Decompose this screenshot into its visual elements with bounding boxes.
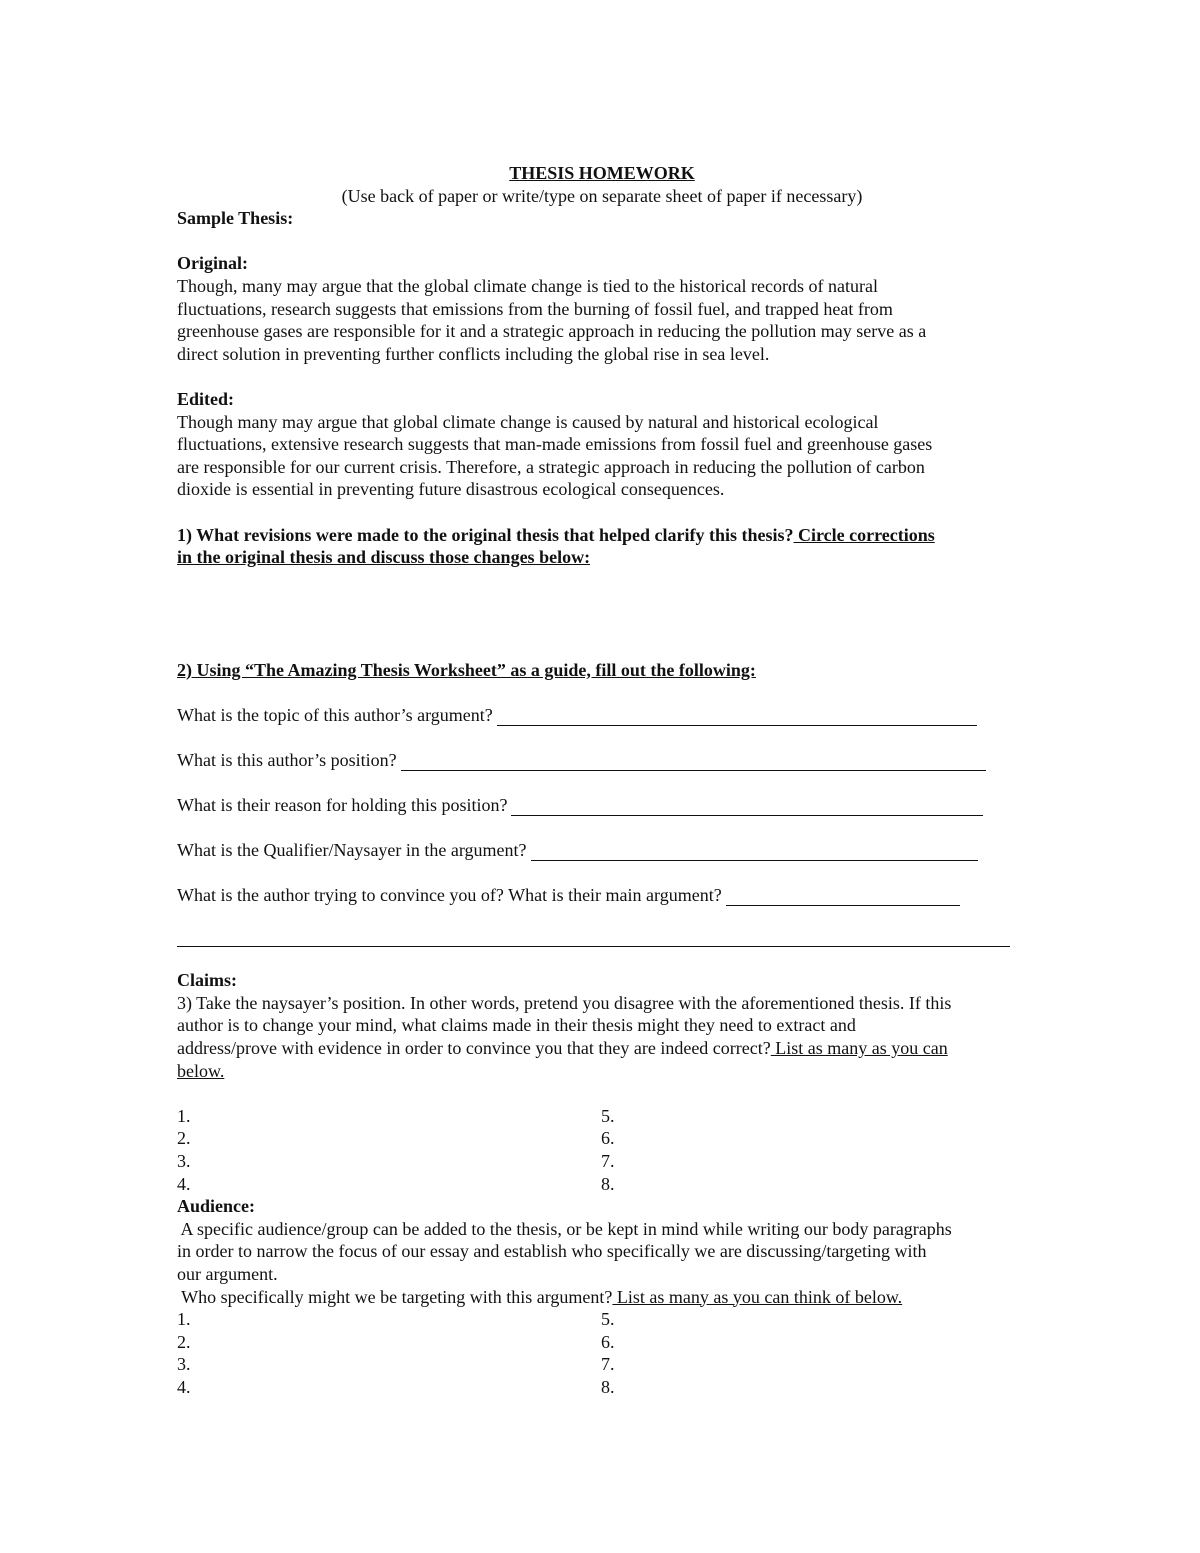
- reason-row: [177, 794, 1027, 817]
- claims-line: address/prove with evidence in order to convince you that they are indeed correct?: [177, 1037, 771, 1058]
- list-item[interactable]: 4.: [177, 1376, 191, 1397]
- audience-instruction-underlined: List as many as you can think of below.: [612, 1286, 903, 1307]
- sample-thesis-heading: Sample Thesis:: [177, 208, 294, 229]
- audience-line: our argument.: [177, 1263, 278, 1284]
- topic-answer-line[interactable]: [497, 707, 977, 726]
- original-thesis-paragraph: [177, 275, 1027, 365]
- main-argument-row: [177, 884, 1027, 907]
- list-item[interactable]: 2.: [177, 1331, 191, 1352]
- audience-line: A specific audience/group can be added to the thesis, or be kept in mind while writing our body paragraphs: [177, 1218, 952, 1239]
- document-body: [177, 162, 1027, 1398]
- list-item[interactable]: 8.: [601, 1376, 615, 1397]
- question-1-instruction-a: Circle corrections: [793, 524, 935, 545]
- audience-instructions: [177, 1218, 1027, 1308]
- edited-line: fluctuations, extensive research suggests that man-made emissions from fossil fuel and greenhouse gases: [177, 434, 933, 455]
- audience-line: in order to narrow the focus of our essay and establish who specifically we are discussing/targeting with: [177, 1241, 927, 1262]
- reason-answer-line[interactable]: [511, 797, 983, 816]
- original-line: Though, many may argue that the global climate change is tied to the historical records of natural: [177, 275, 878, 296]
- page-title: THESIS HOMEWORK: [509, 163, 695, 183]
- question-1-answer-space[interactable]: [177, 569, 1027, 659]
- edited-thesis-paragraph: [177, 411, 1027, 501]
- claims-heading: Claims:: [177, 970, 237, 991]
- main-argument-answer-line[interactable]: [726, 887, 960, 906]
- list-item[interactable]: 1.: [177, 1105, 191, 1126]
- question-1-text: 1) What revisions were made to the original thesis that helped clarify this thesis?: [177, 524, 794, 545]
- claims-instruction-underlined: below.: [177, 1060, 225, 1081]
- list-item[interactable]: 8.: [601, 1173, 615, 1194]
- list-item[interactable]: 3.: [177, 1150, 191, 1171]
- audience-heading: Audience:: [177, 1196, 255, 1217]
- edited-line: Though many may argue that global climate change is caused by natural and historical ecological: [177, 411, 879, 432]
- original-line: direct solution in preventing further conflicts including the global rise in sea level.: [177, 343, 770, 364]
- list-item[interactable]: 6.: [601, 1331, 615, 1352]
- list-item[interactable]: 2.: [177, 1128, 191, 1149]
- claims-line: 3) Take the naysayer’s position. In other words, pretend you disagree with the aforementioned thesis. If this: [177, 992, 952, 1013]
- original-line: fluctuations, research suggests that emissions from the burning of fossil fuel, and trapped heat from: [177, 298, 893, 319]
- qualifier-prompt: What is the Qualifier/Naysayer in the argument?: [177, 839, 527, 860]
- list-item[interactable]: 7.: [601, 1354, 615, 1375]
- main-argument-prompt: What is the author trying to convince you of? What is their main argument?: [177, 884, 722, 905]
- edited-line: are responsible for our current crisis. Therefore, a strategic approach in reducing the pollution of carbon: [177, 456, 925, 477]
- question-1: [177, 524, 1027, 569]
- audience-line: Who specifically might we be targeting with this argument?: [177, 1286, 613, 1307]
- page-subtitle: (Use back of paper or write/type on separate sheet of paper if necessary): [341, 185, 863, 206]
- edited-line: dioxide is essential in preventing future disastrous ecological consequences.: [177, 479, 725, 500]
- original-line: greenhouse gases are responsible for it and a strategic approach in reducing the pollution may serve as a: [177, 321, 927, 342]
- claims-instructions: [177, 992, 1027, 1082]
- topic-prompt: What is the topic of this author’s argument?: [177, 704, 493, 725]
- qualifier-answer-line[interactable]: [531, 842, 978, 861]
- audience-numbered-list: [177, 1308, 1027, 1398]
- claims-line: author is to change your mind, what claims made in their thesis might they need to extract and: [177, 1015, 856, 1036]
- list-item[interactable]: 1.: [177, 1309, 191, 1330]
- edited-heading: Edited:: [177, 388, 235, 409]
- list-item[interactable]: 5.: [601, 1105, 615, 1126]
- reason-prompt: What is their reason for holding this position?: [177, 794, 508, 815]
- position-prompt: What is this author’s position?: [177, 749, 397, 770]
- list-item[interactable]: 3.: [177, 1354, 191, 1375]
- qualifier-row: [177, 839, 1027, 862]
- list-item[interactable]: 6.: [601, 1128, 615, 1149]
- list-item[interactable]: 7.: [601, 1150, 615, 1171]
- original-heading: Original:: [177, 253, 248, 274]
- position-row: [177, 749, 1027, 772]
- question-1-instruction-b: in the original thesis and discuss those changes below:: [177, 547, 591, 568]
- list-item[interactable]: 5.: [601, 1309, 615, 1330]
- claims-instruction-underlined: List as many as you can: [770, 1037, 948, 1058]
- list-item[interactable]: 4.: [177, 1173, 191, 1194]
- topic-row: [177, 704, 1027, 727]
- claims-numbered-list: [177, 1105, 1027, 1195]
- position-answer-line[interactable]: [401, 752, 986, 771]
- question-2-heading: 2) Using “The Amazing Thesis Worksheet” as a guide, fill out the following:: [177, 659, 756, 680]
